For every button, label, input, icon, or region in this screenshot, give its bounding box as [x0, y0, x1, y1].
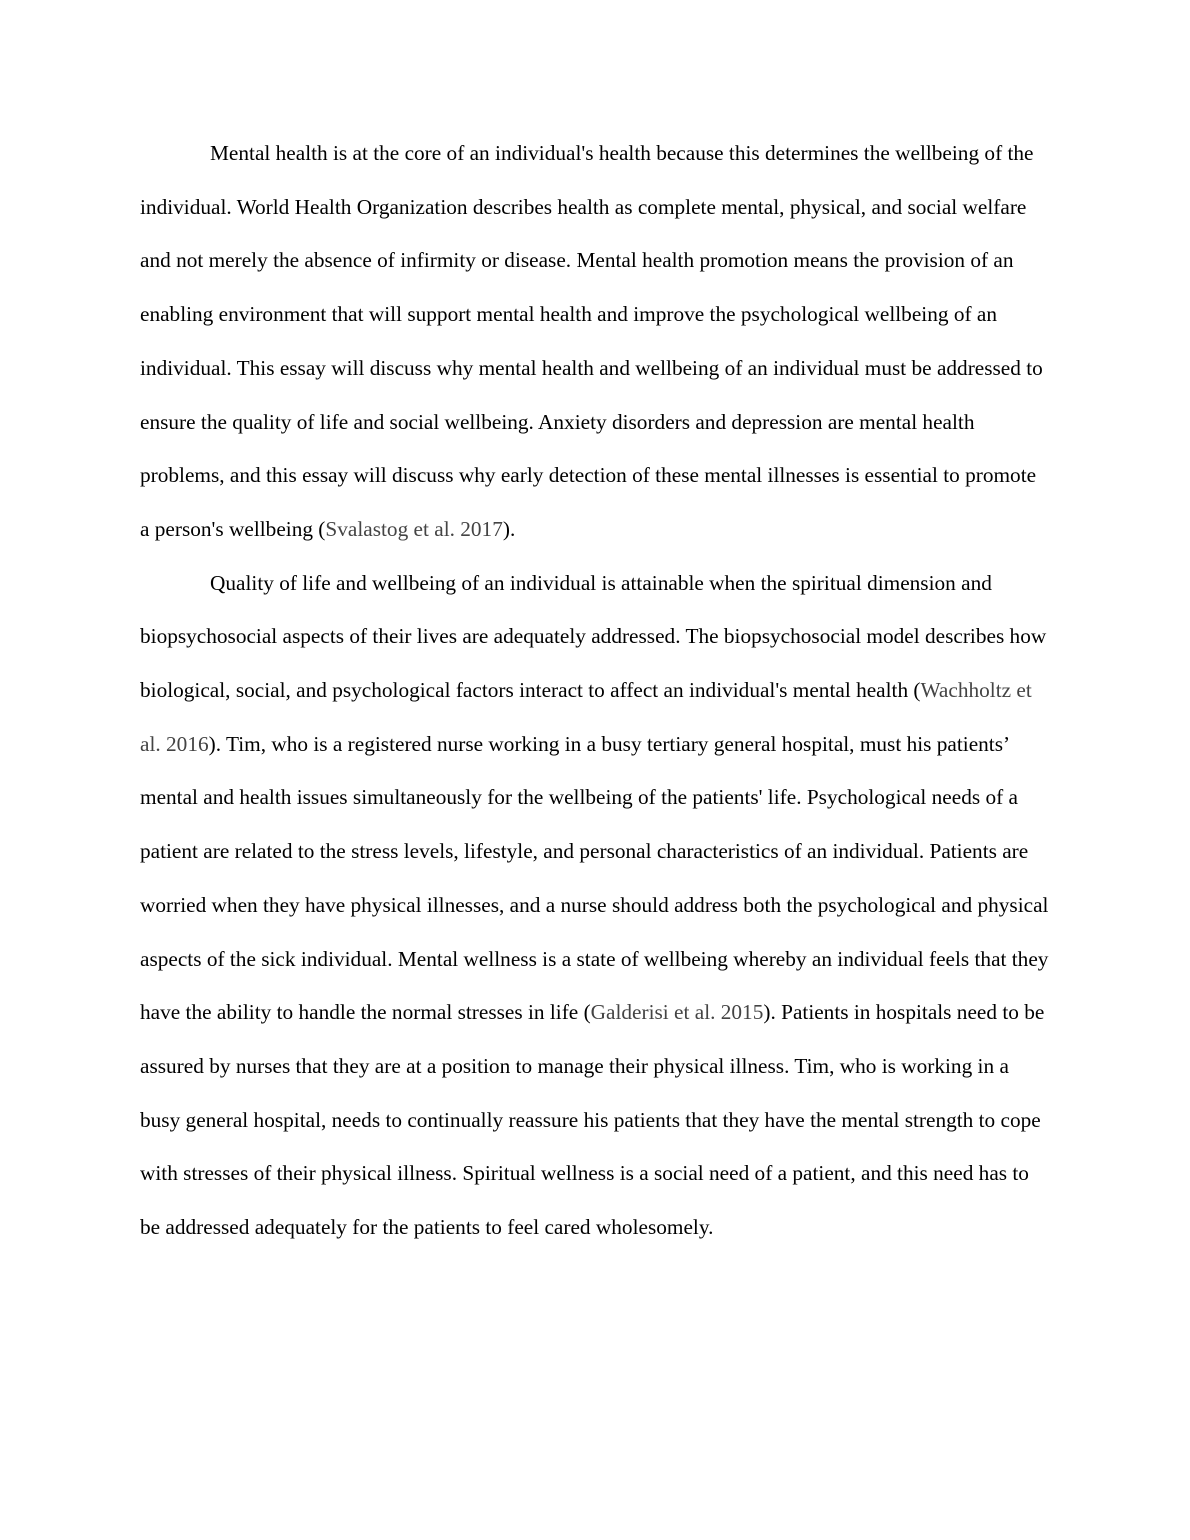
- paragraph-text: ). Tim, who is a registered nurse working in a busy tertiary general hospital, must his patients’ mental and health issues simultaneously for the wellbeing of the patients' life. Psychological needs of a patient are related to the stress levels, lifestyle, and personal characteristics of an individual. Patients are worried when they have physical illnesses, and a nurse should address both the psychological and physical aspects of the sick individual. Mental wellness is a state of wellbeing whereby an individual feels that they have the ability to handle the normal stresses in life (: [140, 731, 1049, 1025]
- citation-svalastog-2017: Svalastog et al. 2017: [325, 516, 503, 541]
- paragraph-text: Mental health is at the core of an individual's health because this determines the wellbeing of the individual. World Health Organization describes health as complete mental, physical, and social welfare and not merely the absence of infirmity or disease. Mental health promotion means the provision of an enabling environment that will support mental health and improve the psychological wellbeing of an individual. This essay will discuss why mental health and wellbeing of an individual must be addressed to ensure the quality of life and social wellbeing. Anxiety disorders and depression are mental health problems, and this essay will discuss why early detection of these mental illnesses is essential to promote a person's wellbeing (: [140, 141, 1043, 541]
- citation-wachholtz-2016: Wachholtz et al. 2016: [140, 678, 1032, 756]
- paragraph-1: [140, 127, 1050, 557]
- citation-galderisi-2015: Galderisi et al. 2015: [590, 1000, 764, 1025]
- paragraph-2: [140, 557, 1050, 1255]
- paragraph-text: ).: [502, 516, 516, 541]
- paragraph-text: ). Patients in hospitals need to be assured by nurses that they are at a position to manage their physical illness. Tim, who is working in a busy general hospital, needs to continually reassure his patients that they have the mental strength to cope with stresses of their physical illness. Spiritual wellness is a social need of a patient, and this need has to be addressed adequately for the patients to feel cared wholesomely.: [140, 1000, 1045, 1240]
- paragraph-text: Quality of life and wellbeing of an individual is attainable when the spiritual dimension and biopsychosocial aspects of their lives are adequately addressed. The biopsychosocial model describes how biological, social, and psychological factors interact to affect an individual's mental health (: [140, 570, 1047, 703]
- document-body: [140, 127, 1050, 1255]
